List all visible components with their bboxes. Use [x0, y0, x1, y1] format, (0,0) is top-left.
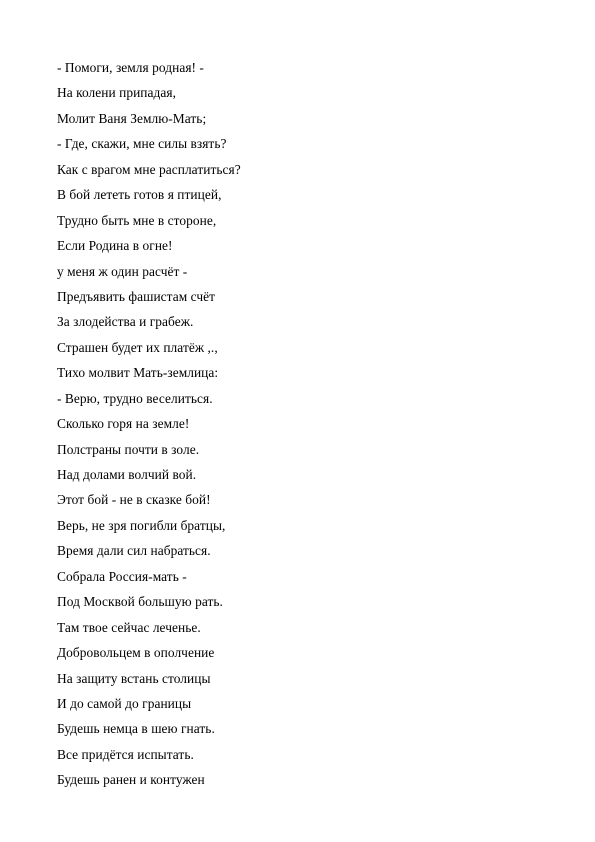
poem-text: [57, 55, 241, 793]
poem-line: Страшен будет их платёж ,.,: [57, 339, 218, 355]
poem-line: Если Родина в огне!: [57, 238, 173, 254]
poem-line: - Где, скажи, мне силы взять?: [57, 136, 227, 152]
poem-line: Собрала Россия-мать -: [57, 568, 187, 584]
poem-line: Будешь немца в шею гнать.: [57, 721, 215, 737]
poem-line: Там твое сейчас леченье.: [57, 619, 201, 635]
poem-line: В бой лететь готов я птицей,: [57, 187, 222, 203]
poem-line: За злодейства и грабеж.: [57, 314, 194, 330]
poem-line: И до самой до границы: [57, 695, 192, 711]
poem-line: Верь, не зря погибли братцы,: [57, 517, 226, 533]
poem-line: Под Москвой большую рать.: [57, 594, 223, 610]
poem-line: На защиту встань столицы: [57, 670, 211, 686]
poem-line: Добровольцем в ополчение: [57, 645, 215, 661]
poem-line: Сколько горя на земле!: [57, 416, 190, 432]
poem-line: Предъявить фашистам счёт: [57, 288, 216, 304]
poem-line: Этот бой - не в сказке бой!: [57, 492, 211, 508]
poem-line: Как с врагом мне расплатиться?: [57, 161, 241, 177]
poem-line: у меня ж один расчёт -: [57, 263, 188, 279]
poem-line: Время дали сил набраться.: [57, 543, 211, 559]
poem-line: Трудно быть мне в стороне,: [57, 212, 217, 228]
poem-line: Над долами волчий вой.: [57, 467, 197, 482]
poem-line: Молит Ваня Землю-Мать;: [57, 110, 207, 126]
poem-line: Полстраны почти в золе.: [57, 441, 200, 457]
poem-line: Тихо молвит Мать-землица:: [57, 365, 219, 381]
poem-line: - Помоги, земля родная! -: [57, 60, 204, 75]
poem-line: Все придётся испытать.: [57, 746, 194, 762]
poem-line: Будешь ранен и контужен: [57, 772, 205, 788]
poem-line: - Верю, трудно веселиться.: [57, 390, 213, 406]
poem-line: На колени припадая,: [57, 85, 176, 101]
